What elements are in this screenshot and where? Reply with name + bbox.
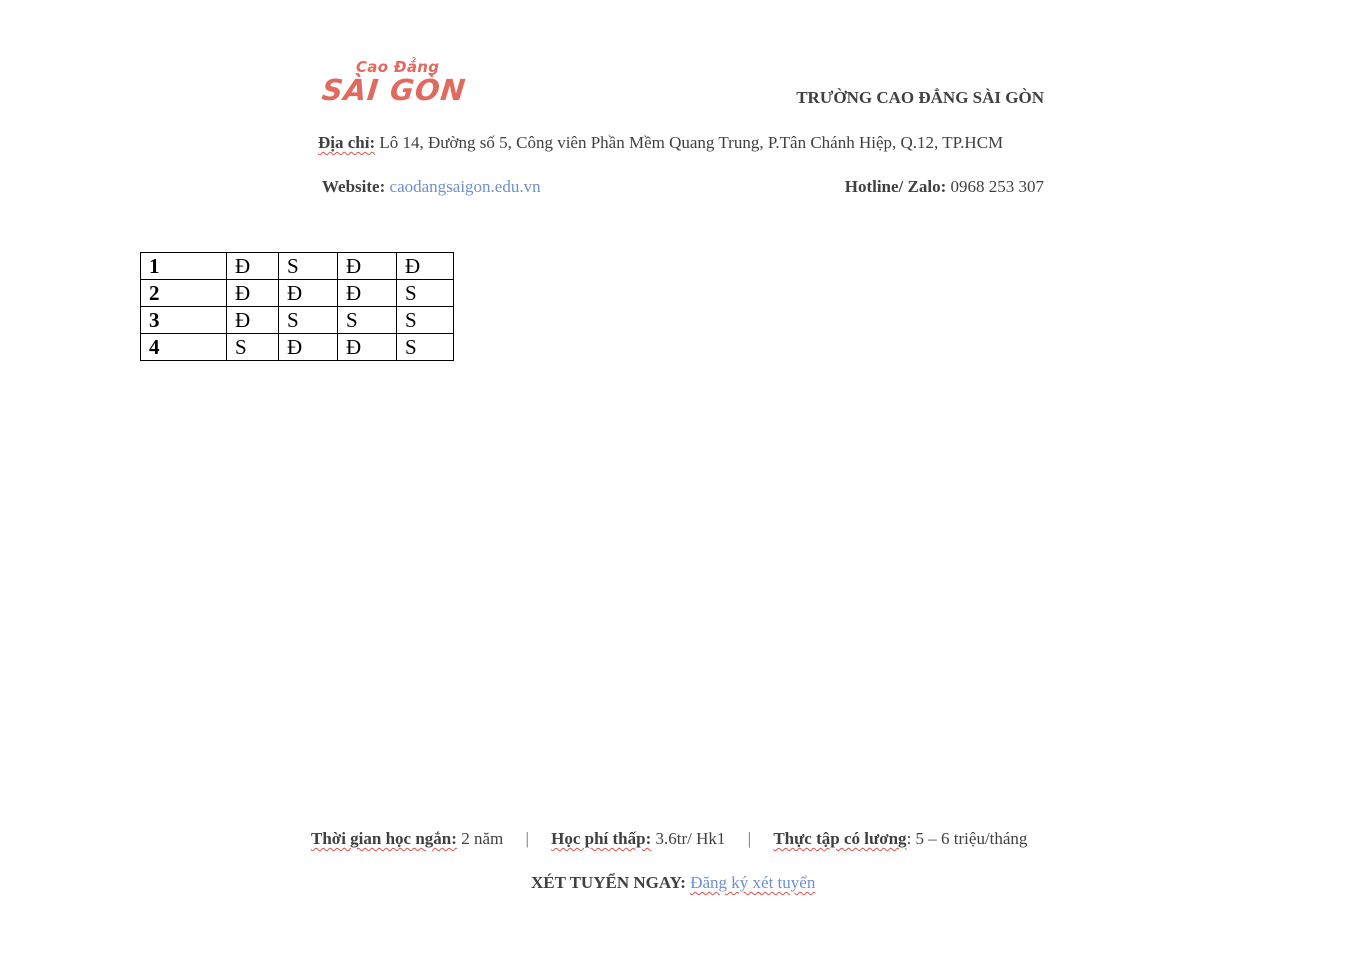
table-row (141, 253, 454, 280)
answer-cell: Đ (338, 334, 397, 361)
answer-cell: S (338, 307, 397, 334)
footer-highlights (311, 829, 1027, 849)
answer-cell: S (397, 307, 454, 334)
answer-cell: Đ (279, 334, 338, 361)
table-row (141, 280, 454, 307)
table-row (141, 307, 454, 334)
answer-cell: S (397, 334, 454, 361)
address-line (318, 133, 1003, 153)
hotline-value: 0968 253 307 (950, 177, 1044, 196)
answer-cell: S (397, 280, 454, 307)
answer-cell: S (279, 307, 338, 334)
cta-label: XÉT TUYỂN NGAY: (531, 873, 686, 892)
duration-value: 2 năm (461, 829, 504, 848)
question-number: 3 (141, 307, 227, 334)
question-number: 4 (141, 334, 227, 361)
answer-cell: Đ (227, 253, 279, 280)
hotline-line (845, 177, 1044, 197)
register-link[interactable]: Đăng ký xét tuyển (690, 873, 816, 892)
answer-cell: Đ (338, 280, 397, 307)
answer-cell: S (279, 253, 338, 280)
answer-cell: Đ (227, 280, 279, 307)
address-label: Địa chỉ: (318, 133, 376, 152)
intern-value: : 5 – 6 triệu/tháng (906, 829, 1028, 848)
answer-cell: Đ (279, 280, 338, 307)
website-link[interactable]: caodangsaigon.edu.vn (389, 177, 541, 196)
footer-cta (531, 873, 815, 893)
question-number: 2 (141, 280, 227, 307)
hotline-label: Hotline/ Zalo: (844, 177, 947, 196)
website-label: Website: (322, 177, 386, 196)
intern-label: Thực tập có lương (773, 829, 907, 848)
question-number: 1 (141, 253, 227, 280)
separator: | (747, 829, 752, 848)
answer-cell: Đ (338, 253, 397, 280)
answer-cell: S (227, 334, 279, 361)
table-row (141, 334, 454, 361)
answer-cell: Đ (397, 253, 454, 280)
fee-label: Học phí thấp: (551, 829, 652, 848)
website-line (322, 177, 541, 197)
logo-subtitle: Cao Đẳng (356, 58, 440, 76)
logo-title: SÀI GÒN (320, 73, 468, 107)
answer-table (140, 252, 454, 361)
school-name: TRƯỜNG CAO ĐẲNG SÀI GÒN (796, 88, 1044, 107)
address-value: Lô 14, Đường số 5, Công viên Phần Mềm Quang Trung, P.Tân Chánh Hiệp, Q.12, TP.HCM (379, 133, 1004, 152)
fee-value: 3.6tr/ Hk1 (655, 829, 726, 848)
separator: | (525, 829, 529, 848)
duration-label: Thời gian học ngắn: (311, 829, 457, 848)
answer-cell: Đ (227, 307, 279, 334)
